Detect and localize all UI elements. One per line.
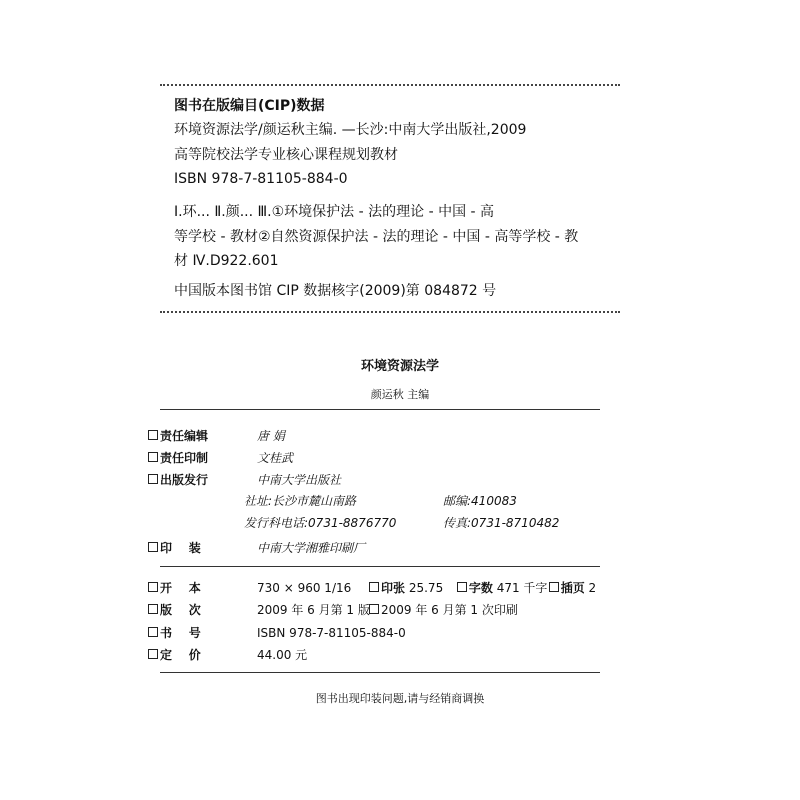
responsible-print-row: [148, 450, 293, 466]
publisher-label: 出版发行: [160, 473, 209, 487]
details-top-rule: [160, 409, 600, 410]
words-value: 471 千字: [496, 581, 548, 595]
printing-label: 印 装: [160, 541, 201, 555]
format-row: [148, 580, 596, 596]
responsible-editor-row: [148, 428, 285, 444]
footer-note: 图书出现印装问题,请与经销商调换: [315, 692, 485, 705]
isbn-row: [148, 625, 406, 641]
publisher-row: [148, 472, 341, 488]
publisher-address: 社址:长沙市麓山南路: [244, 494, 357, 508]
edition-label: 版 次: [160, 603, 201, 617]
responsible-editor-label: 责任编辑: [160, 429, 209, 443]
printing-value: 中南大学湘雅印刷厂: [257, 541, 366, 555]
cip-series-line: 高等院校法学专业核心课程规划教材: [174, 147, 398, 163]
sheets-value: 25.75: [408, 581, 444, 595]
words-label: 字数: [468, 581, 493, 595]
plates-label: 插页: [560, 581, 585, 595]
responsible-print-label: 责任印制: [160, 451, 209, 465]
responsible-editor-value: 唐 娟: [257, 429, 285, 443]
edition-row: [148, 602, 518, 618]
format-label: 开 本: [160, 581, 201, 595]
book-editor: 颜运秋 主编: [370, 388, 430, 401]
checkbox-square-icon: [148, 627, 158, 637]
price-label: 定 价: [160, 648, 201, 662]
cip-classification-line-2: 等学校 - 教材②自然资源保护法 - 法的理论 - 中国 - 高等学校 - 教: [174, 229, 579, 245]
checkbox-square-icon: [148, 582, 158, 592]
checkbox-square-icon: [369, 604, 379, 614]
cip-isbn-line: ISBN 978-7-81105-884-0: [174, 171, 348, 187]
cip-record-number: 中国版本图书馆 CIP 数据核字(2009)第 084872 号: [174, 283, 497, 299]
bottom-dotted-divider: [160, 311, 620, 313]
checkbox-square-icon: [369, 582, 379, 592]
responsible-print-value: 文桂武: [257, 451, 294, 465]
checkbox-square-icon: [549, 582, 559, 592]
format-value: 730 × 960 1/16: [257, 581, 352, 595]
publisher-value: 中南大学出版社: [257, 473, 342, 487]
cip-classification-line-3: 材 Ⅳ.D922.601: [174, 253, 279, 269]
specs-top-rule: [160, 566, 600, 567]
checkbox-square-icon: [148, 474, 158, 484]
top-dotted-divider: [160, 84, 620, 86]
book-title: 环境资源法学: [360, 359, 439, 374]
isbn-value: ISBN 978-7-81105-884-0: [257, 626, 406, 640]
impression-value: 2009 年 6 月第 1 次印刷: [381, 603, 518, 617]
edition-value: 2009 年 6 月第 1 版: [257, 603, 370, 617]
checkbox-square-icon: [148, 542, 158, 552]
printing-row: [148, 540, 365, 556]
checkbox-square-icon: [148, 649, 158, 659]
checkbox-square-icon: [457, 582, 467, 592]
publisher-phone: 发行科电话:0731-8876770: [244, 516, 397, 530]
price-row: [148, 647, 307, 663]
price-value: 44.00 元: [257, 648, 308, 662]
publisher-fax: 传真:0731-8710482: [443, 516, 560, 530]
publisher-postcode: 邮编:410083: [443, 494, 517, 508]
cip-heading: 图书在版编目(CIP)数据: [174, 98, 325, 114]
plates-value: 2: [588, 581, 597, 595]
isbn-label: 书 号: [160, 626, 201, 640]
cip-title-line: 环境资源法学/颜运秋主编. —长沙:中南大学出版社,2009: [174, 122, 527, 138]
sheets-label: 印张: [381, 581, 406, 595]
checkbox-square-icon: [148, 452, 158, 462]
cip-classification-line-1: Ⅰ.环... Ⅱ.颜... Ⅲ.①环境保护法 - 法的理论 - 中国 - 高: [174, 204, 495, 220]
specs-bottom-rule: [160, 672, 600, 673]
checkbox-square-icon: [148, 604, 158, 614]
checkbox-square-icon: [148, 430, 158, 440]
